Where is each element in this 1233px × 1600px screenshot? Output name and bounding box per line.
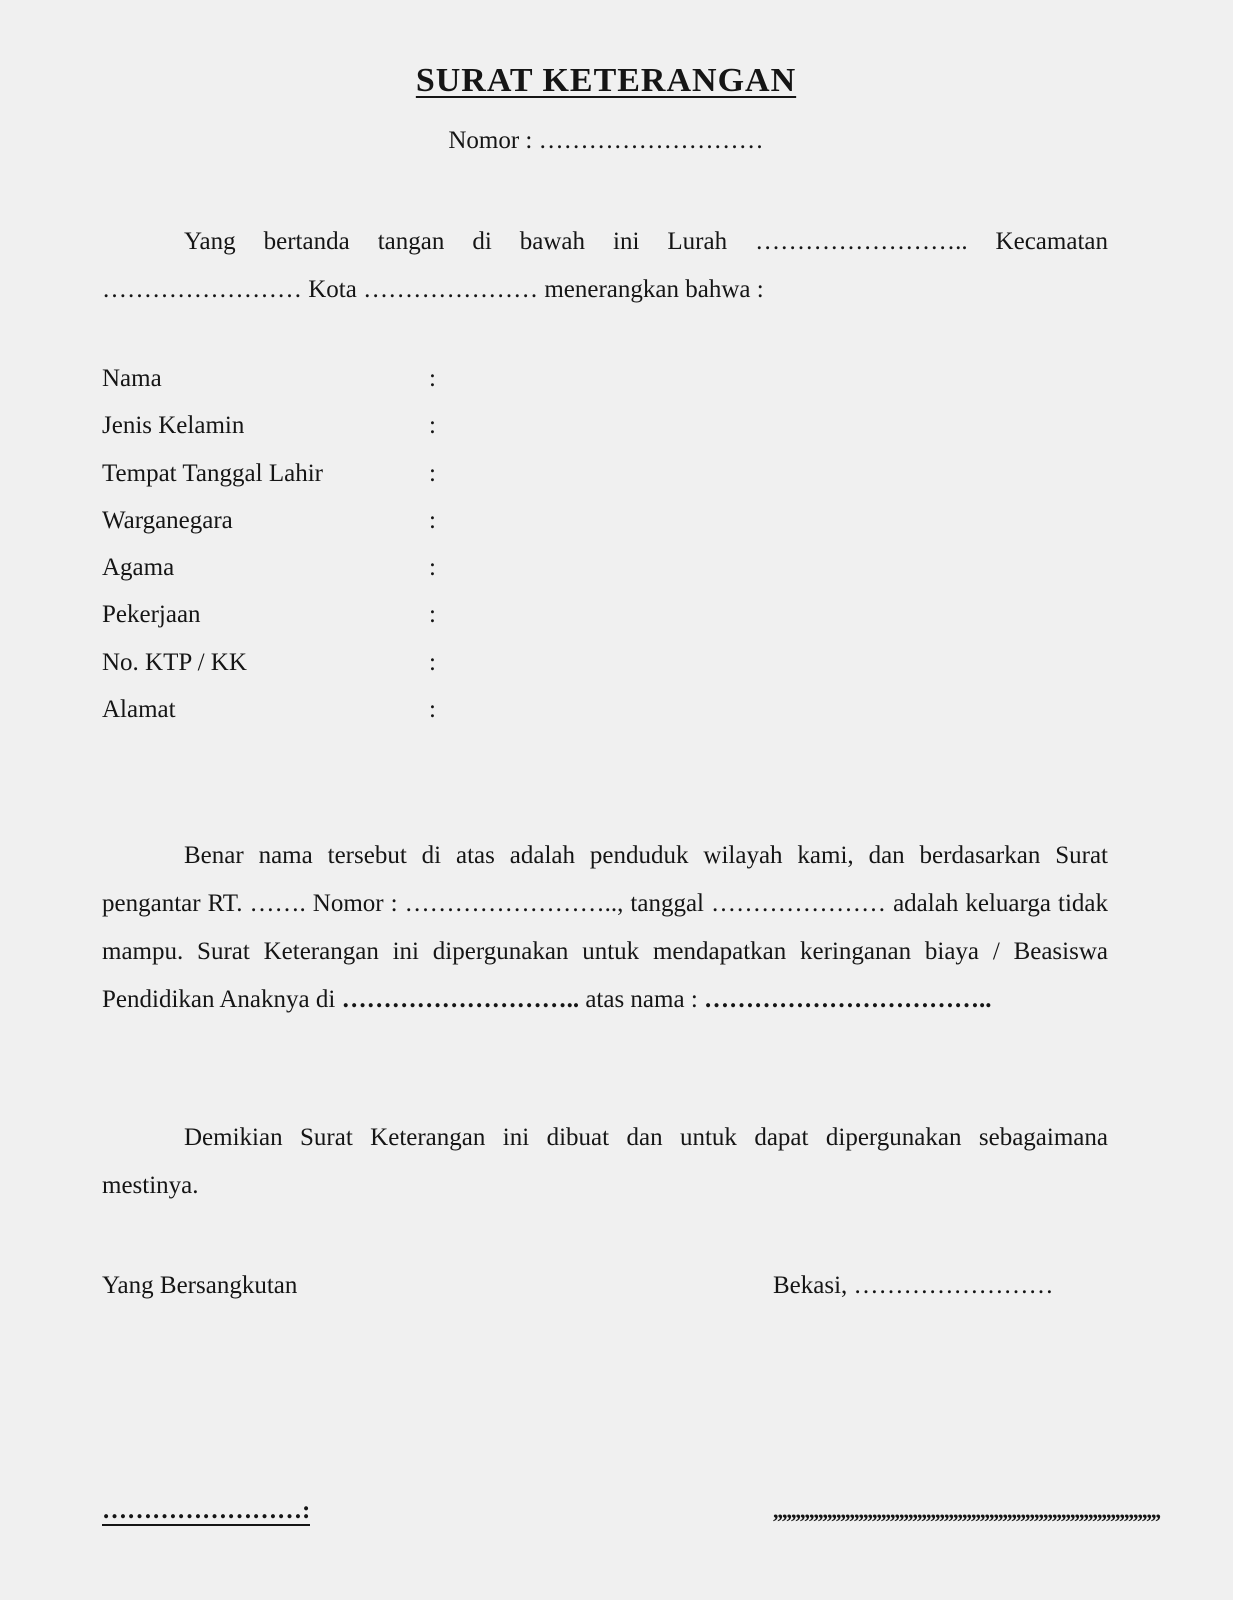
statement-text: Benar nama tersebut di atas adalah penduduk wilayah kami, dan berdasarkan Surat pengantar RT. ……. Nomor : …………………….., tanggal ………………… adalah keluarga tidak mampu. Surat Keterangan ini dipergunakan untuk mendapatkan keringanan biaya / Beasiswa Pendidikan Anaknya di [102,842,1108,1013]
field-colon: : [429,601,436,629]
field-row-alamat [102,686,702,733]
field-label: Pekerjaan [102,601,201,629]
document-number-line: Nomor : ……………………… [448,127,764,154]
identity-fields [102,355,702,733]
signature-right-line: ,,,,,,,,,,,,,,,,,,,,,,,,,,,,,,,,,,,,,,,,,,,,,,,,,,,,,,,,,,,,,,,,,,,,,,,,,,,,,,,,,,,,,, [773,1498,1160,1523]
statement-text-2: atas nama : [579,986,705,1013]
field-row-nama [102,355,702,402]
field-colon: : [429,696,436,724]
field-colon: : [429,554,436,582]
field-colon: : [429,412,436,440]
field-label: Warganegara [102,506,233,534]
closing-text: Demikian Surat Keterangan ini dibuat dan untuk dapat dipergunakan sebagaimana mestinya. [102,1124,1108,1199]
closing-paragraph [102,1114,1108,1210]
signature-right-label: Bekasi, …………………… [773,1272,1054,1299]
name-dots: …………………………….. [704,986,992,1013]
field-label: Alamat [102,696,176,724]
field-row-agama [102,544,702,591]
field-row-warganegara [102,497,702,544]
intro-text: Yang bertanda tangan di bawah ini Lurah …………………….. Kecamatan …………………… Kota ………………… menerangkan bahwa : [102,228,1108,303]
field-row-tempat-tanggal-lahir [102,450,702,497]
field-colon: : [429,648,436,676]
field-label: No. KTP / KK [102,648,247,676]
document-title: SURAT KETERANGAN [415,62,797,99]
signature-left-line: ……………………: [102,1497,311,1524]
signature-left-label: Yang Bersangkutan [102,1272,298,1299]
field-label: Jenis Kelamin [102,412,245,440]
field-row-pekerjaan [102,591,702,638]
field-label: Tempat Tanggal Lahir [102,459,323,487]
school-dots: ……………………….. [341,986,580,1013]
field-row-jenis-kelamin [102,402,702,449]
field-colon: : [429,506,436,534]
intro-paragraph [102,218,1108,314]
field-colon: : [429,459,436,487]
field-row-no-ktp-kk [102,639,702,686]
field-label: Agama [102,554,175,582]
field-label: Nama [102,365,162,392]
field-colon: : [429,365,436,392]
statement-paragraph [102,832,1108,1024]
